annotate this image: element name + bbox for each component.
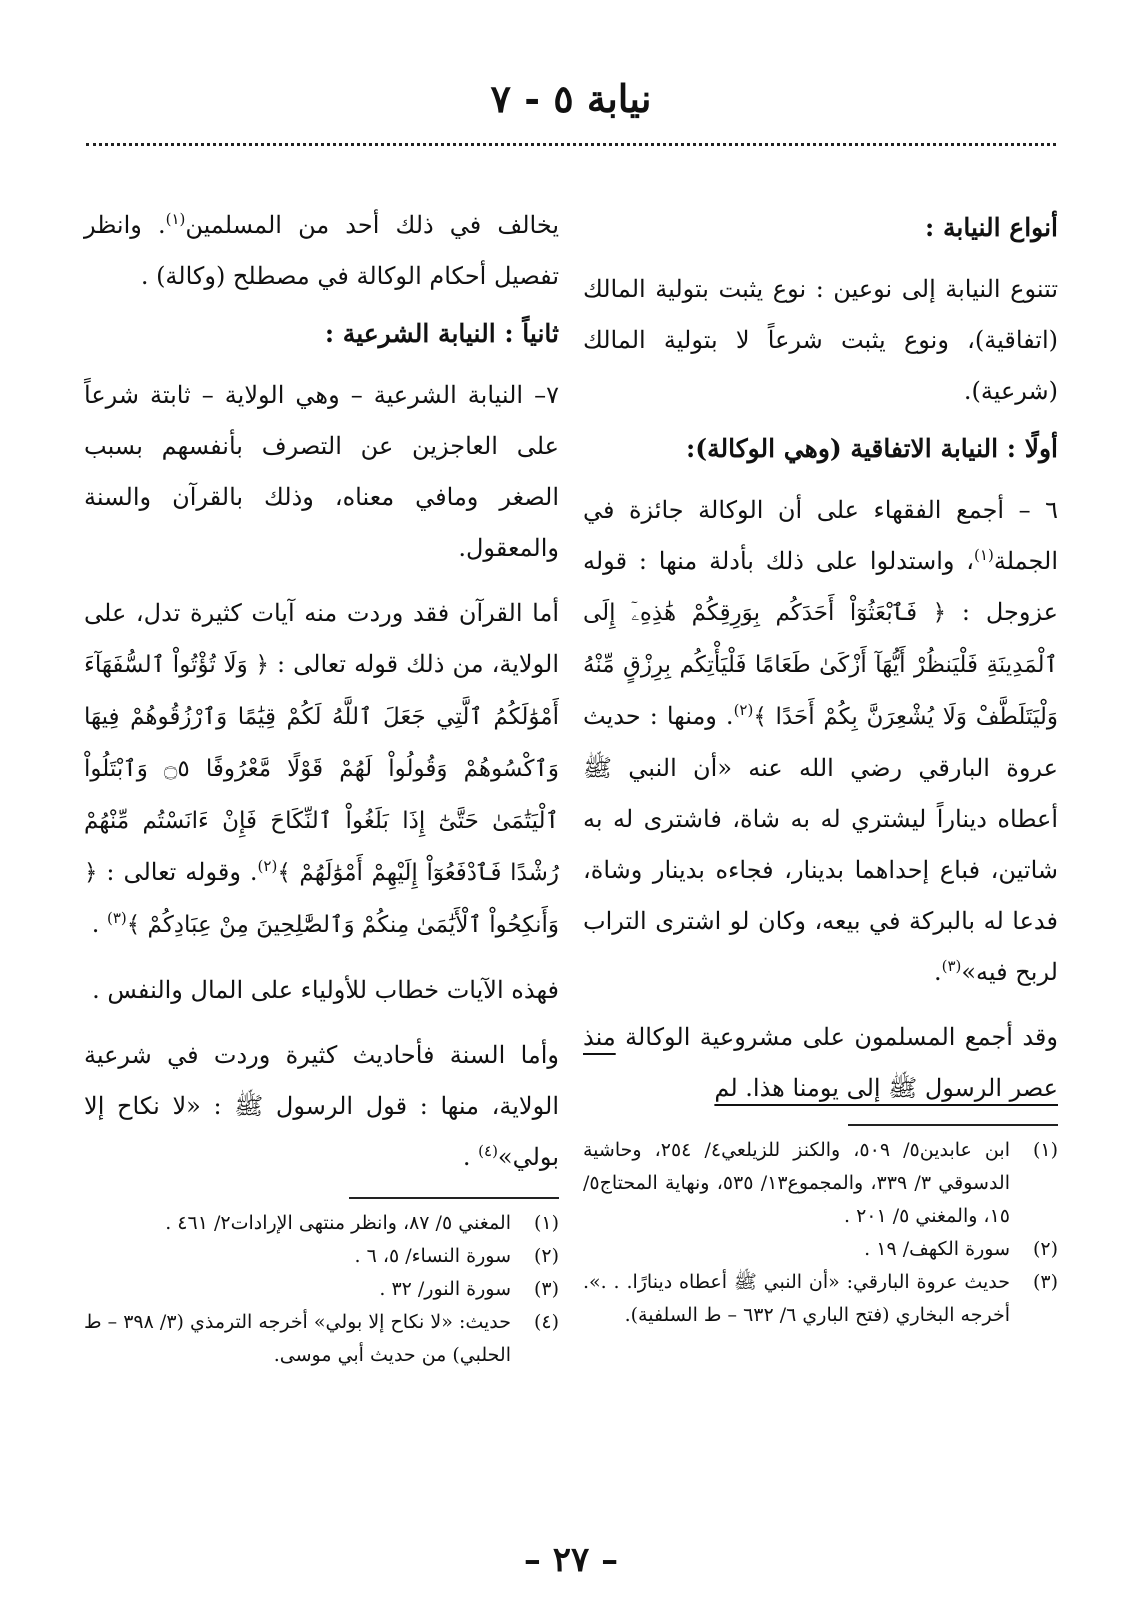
paragraph-verses-summary: فهذه الآيات خطاب للأولياء على المال والنفس . <box>92 976 559 1004</box>
left-column <box>84 200 559 1372</box>
footnote-number: (٤) <box>533 1311 559 1333</box>
footnote-text: سورة النساء/ ٥، ٦ . <box>354 1245 511 1267</box>
page-header-title: نيابة ٥ - ٧ <box>490 76 652 121</box>
paragraph-6-text-a: ٦ – أجمع الفقهاء على أن الوكالة جائزة في الجملة <box>583 496 1058 575</box>
footnote-ref: (٣) <box>106 909 127 927</box>
footnote-ref: (٣) <box>941 957 962 975</box>
footnote-ref: (٢) <box>733 701 754 719</box>
footnote-item <box>84 1240 559 1273</box>
paragraph-sunnah-end: . <box>462 1143 479 1171</box>
footnote-number: (٣) <box>533 1278 559 1300</box>
footnote-text: المغني ٥/ ٨٧، وانظر منتهى الإرادات٢/ ٤٦١ . <box>165 1212 511 1234</box>
footnote-ref: (١) <box>165 210 186 228</box>
footnote-number: (١) <box>533 1212 559 1234</box>
footnote-text: سورة الكهف/ ١٩ . <box>864 1238 1010 1260</box>
paragraph-continuation-text-b: . وانظر تفصيل أحكام الوكالة في مصطلح (وكالة) . <box>84 211 559 290</box>
paragraph-sunnah-text: وأما السنة فأحاديث كثيرة وردت في شرعية الولاية، منها : قول الرسول ﷺ : «لا نكاح إلا بولي» <box>84 1041 559 1171</box>
heading-first-agreed-representation: أولًا : النيابة الاتفاقية (وهي الوكالة): <box>686 434 1058 463</box>
footnote-item <box>583 1233 1058 1266</box>
paragraph-quran <box>84 588 559 951</box>
quran-verse: ﴿ وَأَنكِحُواْ ٱلْأَيَٰمَىٰ مِنكُمْ وَٱلصَّٰلِحِينَ مِنْ عِبَادِكُمْ ﴾ <box>84 860 559 938</box>
footnote-ref: (٢) <box>257 857 278 875</box>
paragraph-6 <box>583 485 1058 998</box>
page-number: – ٢٧ – <box>523 1540 619 1580</box>
paragraph-consensus-text-b: منذ عصر الرسول ﷺ إلى يومنا هذا. لم <box>583 1023 1058 1102</box>
paragraph-consensus-text-a: وقد أجمع المسلمون على مشروعية الوكالة <box>615 1023 1058 1051</box>
paragraph-consensus <box>583 1012 1058 1114</box>
paragraph-continuation-text-a: يخالف في ذلك أحد من المسلمين <box>185 211 560 239</box>
footnote-text: حديث: «لا نكاح إلا بولي» أخرجه الترمذي (٣/ ٣٩٨ – ط الحلبي) من حديث أبي موسى. <box>84 1311 512 1366</box>
paragraph-quran-end: . <box>91 910 107 938</box>
paragraph-sunnah <box>84 1030 559 1183</box>
footnote-item <box>583 1266 1058 1332</box>
paragraph-types: تتنوع النيابة إلى نوعين : نوع يثبت بتولية المالك (اتفاقية)، ونوع يثبت شرعاً لا بتولية المالك (شرعية). <box>583 275 1058 405</box>
footnote-ref: (٤) <box>478 1142 498 1160</box>
footnote-text: سورة النور/ ٣٢ . <box>379 1278 511 1300</box>
footnote-number: (٣) <box>1032 1271 1058 1293</box>
paragraph-6-text-b: ، واستدلوا على ذلك بأدلة منها : قوله عزوجل : <box>583 547 1058 626</box>
header-dotted-rule <box>86 143 1056 146</box>
quran-verse: ﴿ فَٱبْعَثُوٓاْ أَحَدَكُم بِوَرِقِكُمْ هَٰذِهِۦٓ إِلَى ٱلْمَدِينَةِ فَلْيَنظُرْ أَيُّهَآ أَزْكَىٰ طَعَامًا فَلْيَأْتِكُم بِرِزْقٍ مِّنْهُ وَلْيَتَلَطَّفْ وَلَا يُشْعِرَنَّ بِكُمْ أَحَدًا ﴾ <box>583 600 1058 730</box>
paragraph-6-text-c: . ومنها : حديث عروة البارقي رضي الله عنه «أن النبي ﷺ أعطاه ديناراً ليشتري له به شاة، فاشترى له به شاتين، فباع إحداهما بدينار، فجاءه بدينار وشاة، فدعا له بالبركة في بيعه، وكان لو اشترى التراب لربح فيه» <box>583 702 1058 986</box>
footnote-ref: (١) <box>974 546 994 564</box>
footnotes-right <box>583 1134 1058 1332</box>
footnote-number: (٢) <box>533 1245 559 1267</box>
heading-second-legal-representation: ثانياً : النيابة الشرعية : <box>324 319 559 348</box>
footnote-item <box>583 1134 1058 1233</box>
footnote-item <box>84 1306 559 1372</box>
footnote-text: حديث عروة البارقي: «أن النبي ﷺ أعطاه دينارًا. . .». أخرجه البخاري (فتح الباري ٦/ ٦٣٢ – ط السلفية). <box>583 1271 1010 1326</box>
footnote-text: ابن عابدين٥/ ٥٠٩، والكنز للزيلعي٤/ ٢٥٤، وحاشية الدسوقي ٣/ ٣٣٩، والمجموع١٣/ ٥٣٥، ونهاية المحتاج٥/ ١٥، والمغني ٥/ ٢٠١ . <box>583 1139 1010 1227</box>
paragraph-quran-text-a: أما القرآن فقد وردت منه آيات كثيرة تدل، على الولاية، من ذلك قوله تعالى : <box>84 599 559 678</box>
right-column <box>583 200 1058 1332</box>
footnotes-left <box>84 1207 559 1372</box>
paragraph-quran-text-b: . وقوله تعالى : <box>97 858 258 886</box>
footnote-item <box>84 1207 559 1240</box>
paragraph-7: ٧– النيابة الشرعية – وهي الولاية – ثابتة شرعاً على العاجزين عن التصرف بأنفسهم بسبب الصغر ومافي معناه، وذلك بالقرآن والسنة والمعقول. <box>84 381 559 562</box>
footnote-item <box>84 1273 559 1306</box>
quran-verse: ﴿ وَلَا تُؤْتُواْ ٱلسُّفَهَآءَ أَمْوَٰلَكُمُ ٱلَّتِي جَعَلَ ٱللَّهُ لَكُمْ قِيَٰمًا وَٱرْزُقُوهُمْ فِيهَا وَٱكْسُوهُمْ وَقُولُواْ لَهُمْ قَوْلًا مَّعْرُوفًا ۝٥ وَٱبْتَلُواْ ٱلْيَتَٰمَىٰ حَتَّىٰٓ إِذَا بَلَغُواْ ٱلنِّكَاحَ فَإِنْ ءَانَسْتُم مِّنْهُمْ رُشْدًا فَٱدْفَعُوٓاْ إِلَيْهِمْ أَمْوَٰلَهُمْ ﴾ <box>84 652 559 886</box>
footnote-separator <box>349 1197 559 1199</box>
paragraph-continuation <box>84 200 559 302</box>
heading-types-of-representation: أنواع النيابة : <box>925 213 1058 242</box>
footnote-number: (٢) <box>1032 1238 1058 1260</box>
paragraph-6-end: . <box>933 958 942 986</box>
footnote-separator <box>848 1124 1058 1126</box>
footnote-number: (١) <box>1032 1139 1058 1161</box>
